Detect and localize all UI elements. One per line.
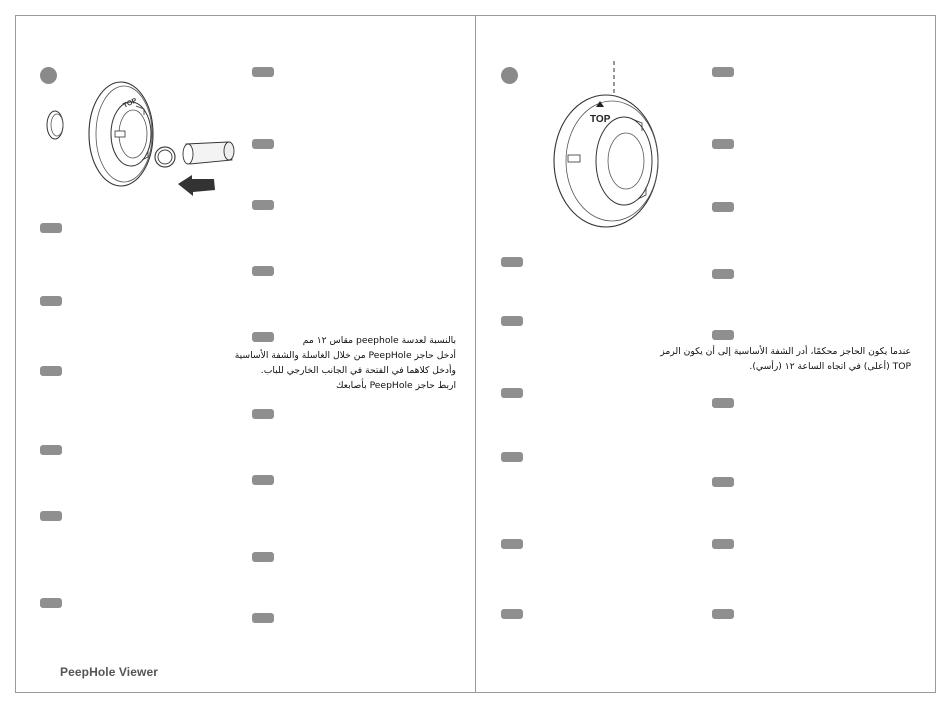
step-marker [712,539,734,549]
step-marker [712,398,734,408]
step-marker [252,552,274,562]
step-marker [40,598,62,608]
step-marker [501,539,523,549]
step-marker [501,257,523,267]
instruction-line: TOP (أعلى) في اتجاه الساعة ١٢ (رأسي). [749,361,911,372]
right-page [475,15,936,693]
step-marker [501,609,523,619]
instruction-line: بالنسبة لعدسة peephole مقاس ١٢ مم [302,335,456,346]
assembly-illustration [36,78,256,218]
instruction-line: اربط حاجز PeepHole بأصابعك [335,380,456,391]
step-marker [712,139,734,149]
step-marker [501,388,523,398]
step-marker [40,366,62,376]
instruction-text [234,333,456,393]
instruction-line: وأدخل كلاهما في الفتحة في الجانب الخارجي للباب. [260,365,456,376]
left-page [15,15,476,693]
step-marker [252,139,274,149]
step-marker [40,511,62,521]
top-label: TOP [122,97,139,110]
step-marker [40,445,62,455]
flange-orientation-illustration [546,61,676,241]
step-marker [712,609,734,619]
step-marker [712,269,734,279]
step-marker [252,475,274,485]
step-marker [501,452,523,462]
step-marker [252,266,274,276]
step-marker [712,202,734,212]
step-marker [501,316,523,326]
step-marker [252,200,274,210]
step-dot [501,67,518,84]
step-marker [252,409,274,419]
step-marker [712,477,734,487]
instruction-text [660,344,911,374]
step-marker [712,330,734,340]
step-marker [252,67,274,77]
instruction-line: أدخل حاجز PeepHole من خلال الغاسلة والشفة الأساسية [234,350,456,361]
step-marker [252,613,274,623]
step-marker [712,67,734,77]
instruction-line: عندما يكون الحاجز محكمًا، أدر الشفة الأساسية إلى أن يكون الرمز [660,346,911,357]
top-label: TOP [590,114,611,125]
step-marker [40,223,62,233]
footer-brand: PeepHole Viewer [60,665,158,679]
step-marker [40,296,62,306]
